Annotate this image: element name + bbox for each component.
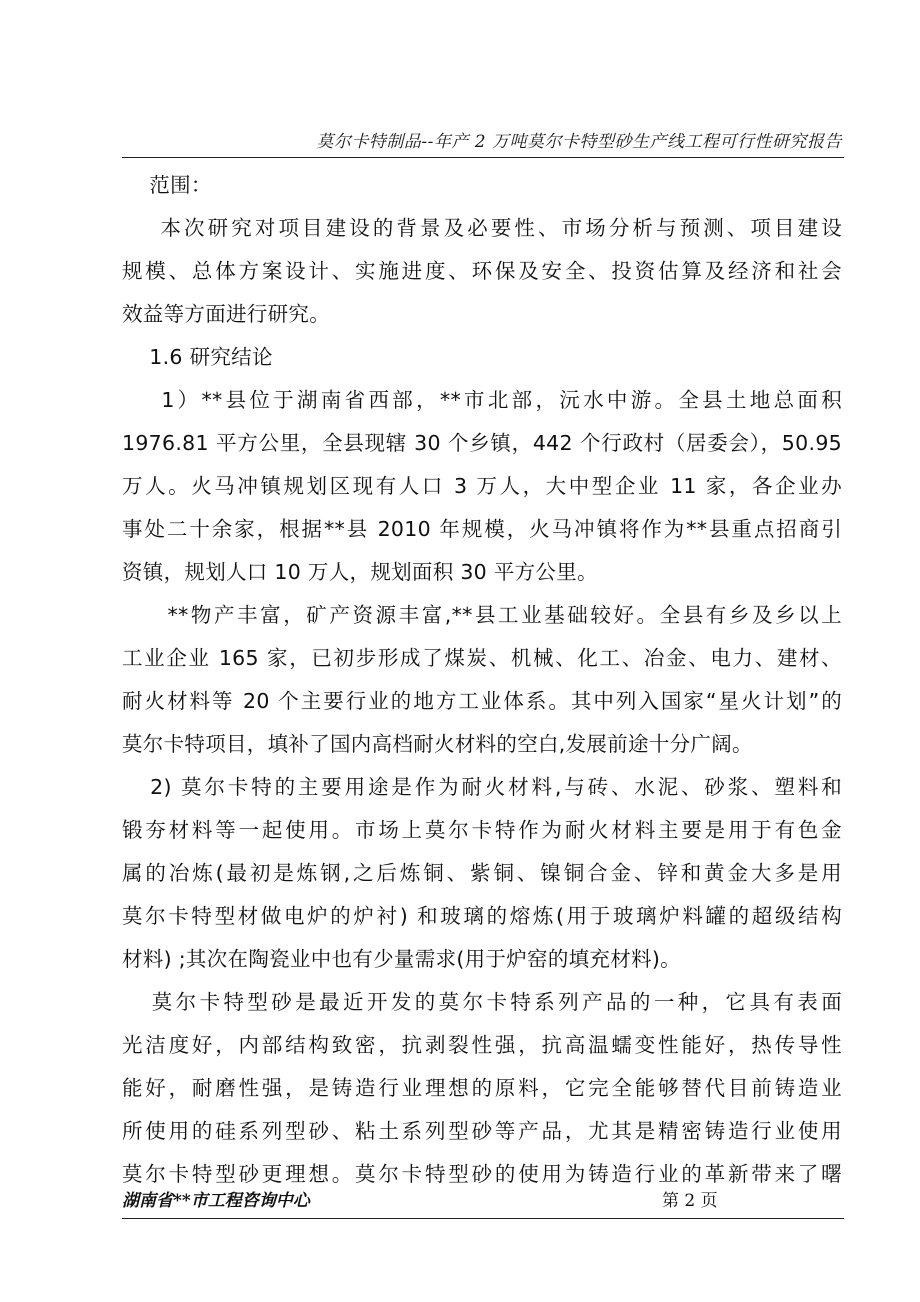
paragraph-line: 2) 莫尔卡特的主要用途是作为耐火材料,与砖、水泥、砂浆、塑料和 [122,775,842,799]
section-heading: 1.6 研究结论 [122,345,273,369]
paragraph-line: 莫尔卡特型材做电炉的炉衬) 和玻璃的熔炼(用于玻璃炉料罐的超级结构 [122,904,842,928]
paragraph-line: 效益等方面进行研究。 [122,302,330,326]
paragraph-line: 锻夯材料等一起使用。市场上莫尔卡特作为耐火材料主要是用于有色金 [122,818,842,842]
paragraph-line: 1）**县位于湖南省西部，**市北部，沅水中游。全县土地总面积 [122,388,842,412]
footer-divider [122,1218,844,1219]
paragraph-line: **物产丰富，矿产资源丰富,**县工业基础较好。全县有乡及乡以上 [122,603,842,627]
body-text [122,164,842,1196]
paragraph-line: 材料) ;其次在陶瓷业中也有少量需求(用于炉窑的填充材料)。 [122,947,681,971]
paragraph-line: 规模、总体方案设计、实施进度、环保及安全、投资估算及经济和社会 [122,259,842,283]
footer-organization: 湖南省**市工程咨询中心 [122,1191,310,1211]
paragraph-line: 光洁度好，内部结构致密，抗剥裂性强，抗高温蠕变性能好，热传导性 [122,1033,842,1057]
paragraph-line: 所使用的硅系列型砂、粘土系列型砂等产品，尤其是精密铸造行业使用 [122,1119,842,1143]
paragraph-line: 莫尔卡特型砂是最近开发的莫尔卡特系列产品的一种，它具有表面 [122,990,842,1014]
paragraph-line: 本次研究对项目建设的背景及必要性、市场分析与预测、项目建设 [122,216,842,240]
paragraph-line: 属的冶炼(最初是炼钢,之后炼铜、紫铜、镍铜合金、锌和黄金大多是用 [122,861,842,885]
report-title: 莫尔卡特制品--年产 2 万吨莫尔卡特型砂生产线工程可行性研究报告 [316,132,842,152]
paragraph-line: 范围： [122,173,212,197]
page-number: 第 2 页 [662,1191,718,1211]
paragraph-line: 莫尔卡特项目，填补了国内高档耐火材料的空白,发展前途十分广阔。 [122,732,753,756]
paragraph-line: 资镇，规划人口 10 万人，规划面积 30 平方公里。 [122,560,598,584]
header-divider [122,157,844,158]
paragraph-line: 莫尔卡特型砂更理想。莫尔卡特型砂的使用为铸造行业的革新带来了曙 [122,1162,842,1186]
paragraph-line: 耐火材料等 20 个主要行业的地方工业体系。其中列入国家“星火计划”的 [122,689,842,713]
paragraph-line: 万人。火马冲镇规划区现有人口 3 万人，大中型企业 11 家，各企业办 [122,474,842,498]
paragraph-line: 事处二十余家，根据**县 2010 年规模，火马冲镇将作为**县重点招商引 [122,517,842,541]
paragraph-line: 能好，耐磨性强，是铸造行业理想的原料，它完全能够替代目前铸造业 [122,1076,842,1100]
paragraph-line: 1976.81 平方公里，全县现辖 30 个乡镇，442 个行政村（居委会），50.95 [122,431,842,455]
paragraph-line: 工业企业 165 家，已初步形成了煤炭、机械、化工、冶金、电力、建材、 [122,646,842,670]
